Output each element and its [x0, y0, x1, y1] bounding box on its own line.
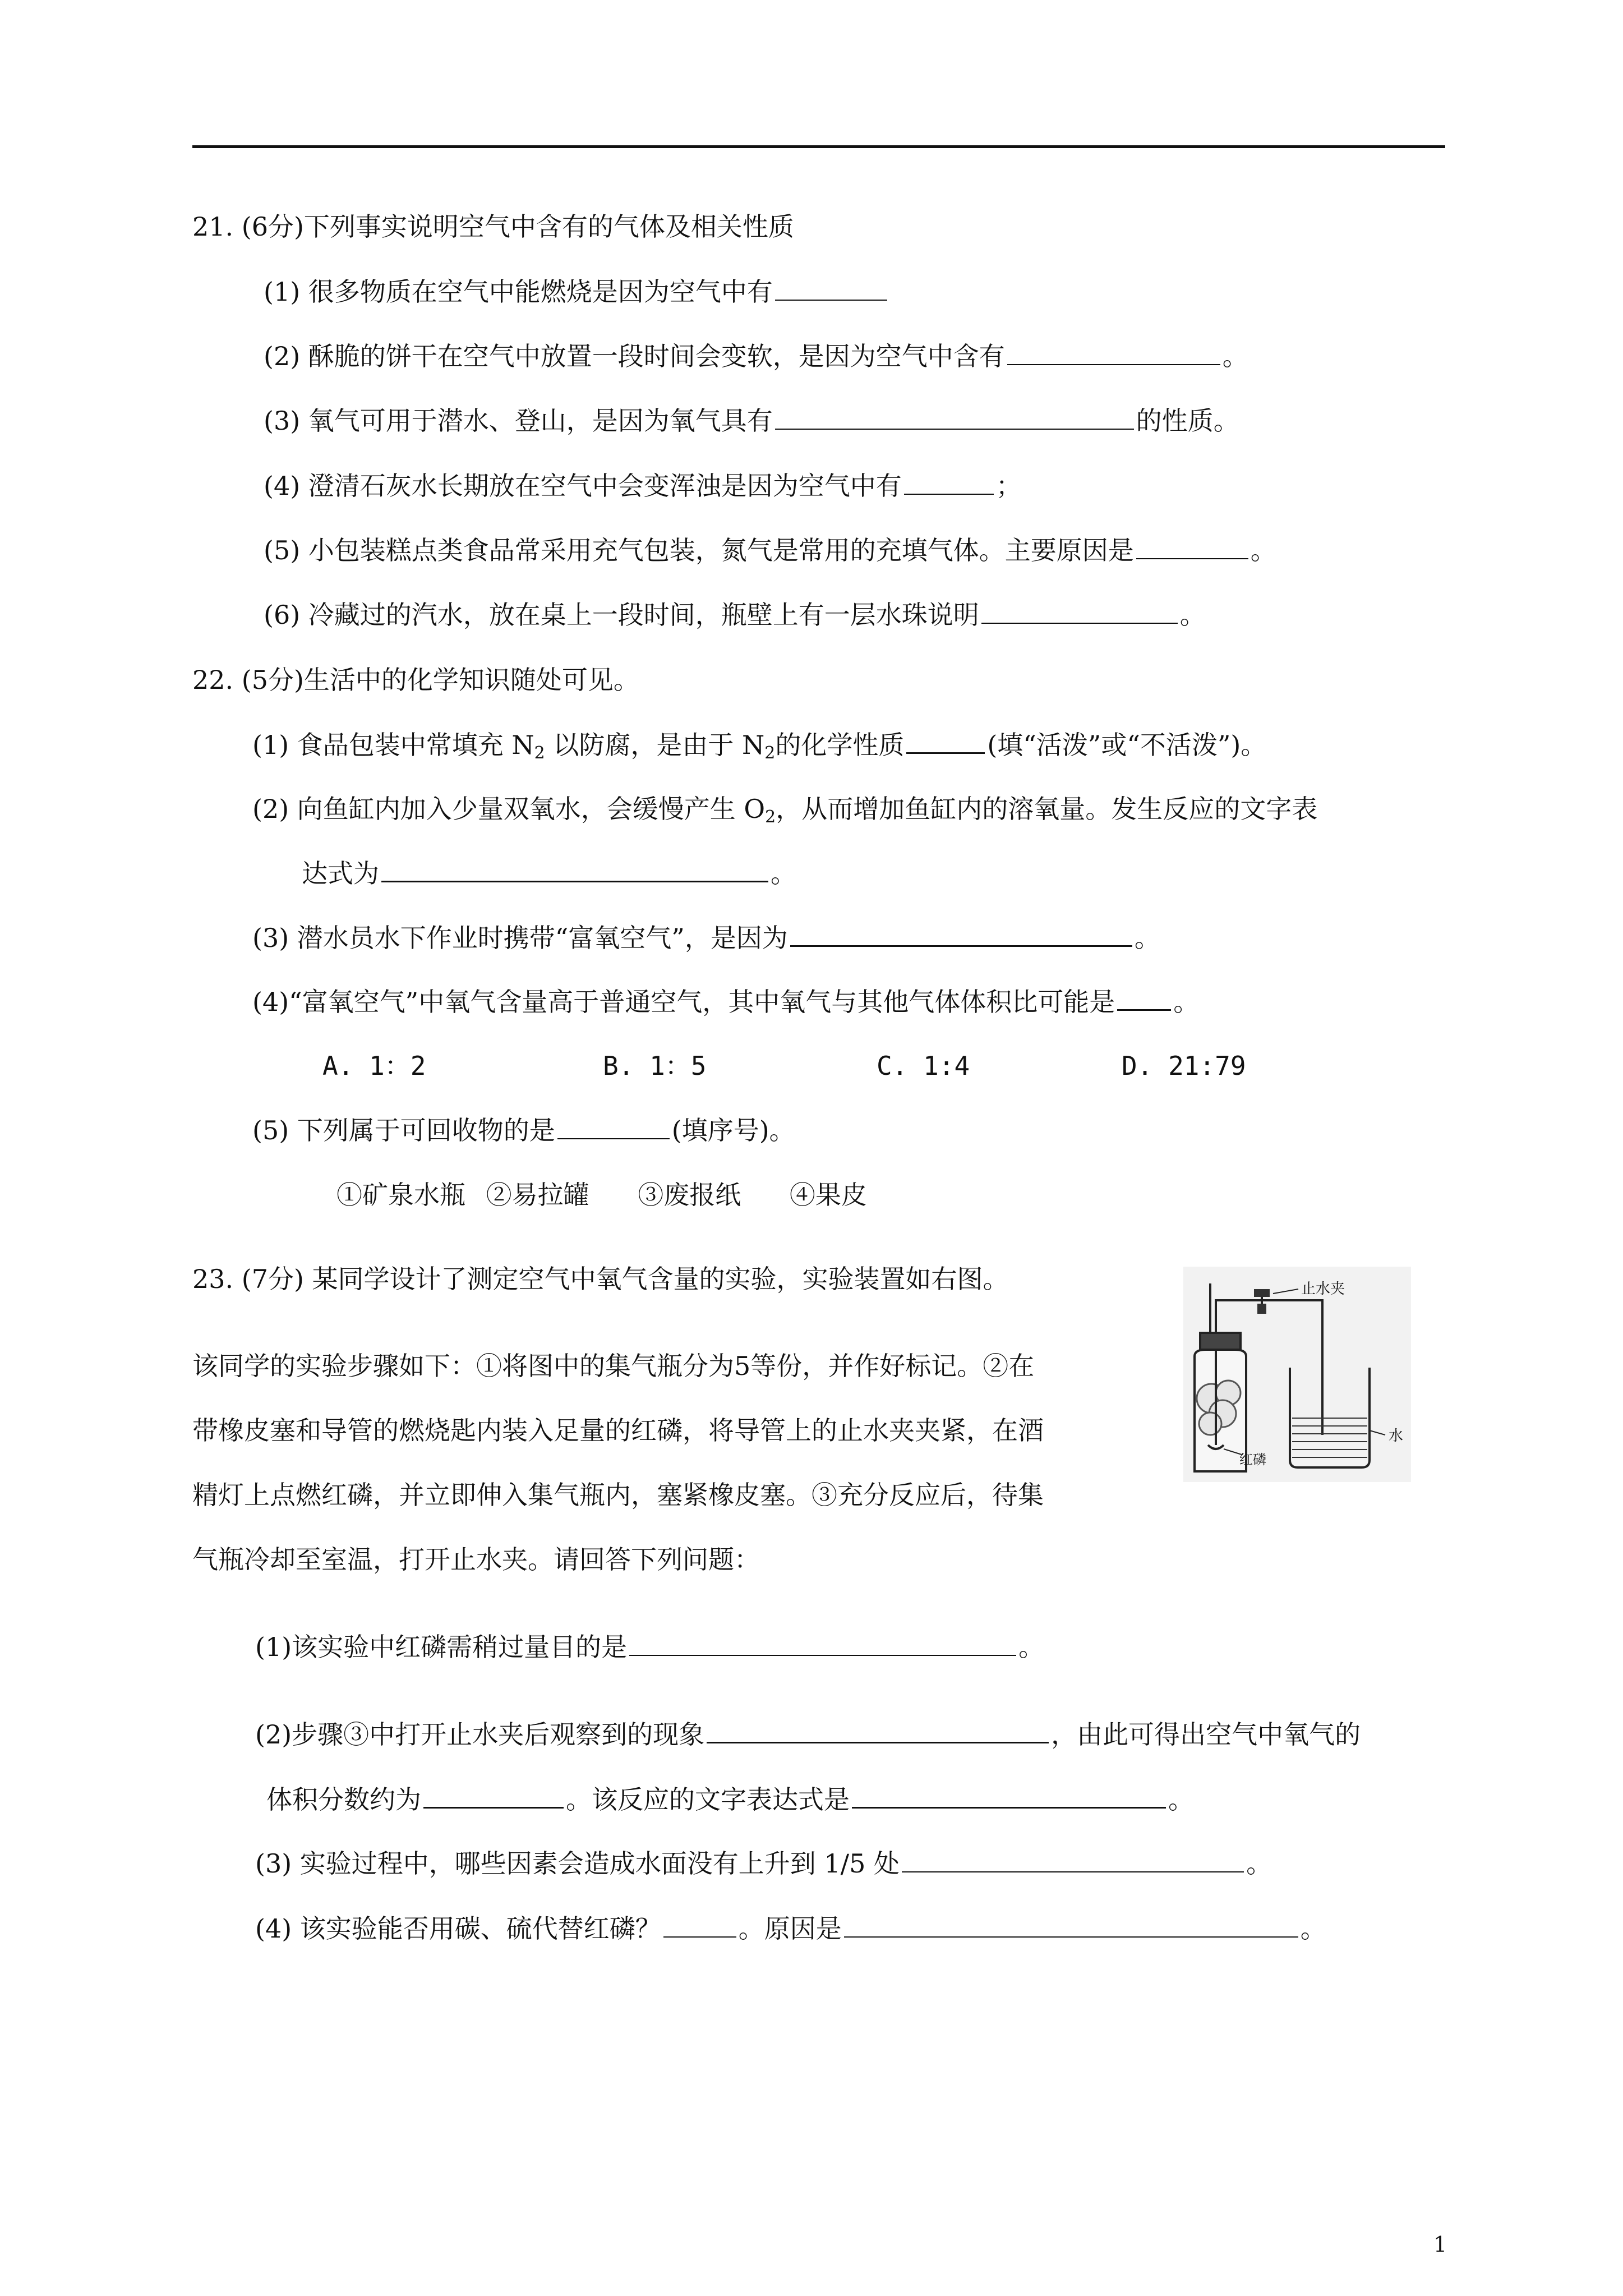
q23-para-line-2: 带橡皮塞和导管的燃烧匙内装入足量的红磷，将导管上的止水夹夹紧，在酒 — [192, 1415, 1044, 1446]
answer-blank[interactable] — [423, 1784, 564, 1809]
answer-blank[interactable] — [1136, 536, 1248, 559]
answer-blank[interactable] — [775, 277, 887, 301]
phosphorus-label: 红磷 — [1239, 1452, 1266, 1467]
answer-blank[interactable] — [629, 1632, 1016, 1656]
q22-option-d[interactable]: D. 21:79 — [1122, 1051, 1246, 1081]
choice-2[interactable]: ②易拉罐 — [486, 1180, 589, 1210]
choice-1[interactable]: ①矿泉水瓶 — [336, 1180, 465, 1210]
choice-3[interactable]: ③废报纸 — [638, 1180, 741, 1210]
answer-blank[interactable] — [790, 923, 1132, 947]
answer-blank[interactable] — [852, 1784, 1166, 1809]
q22-item-2: (2) 向鱼缸内加入少量双氧水，会缓慢产生 $O_2$，从而增加鱼缸内的溶氧量。发生反应的文字表 — [252, 794, 1318, 827]
q23-para-line-4: 气瓶冷却至室温，打开止水夹。请回答下列问题： — [192, 1544, 760, 1575]
q21-item-1: (1) 很多物质在空气中能燃烧是因为空气中有 — [264, 275, 889, 309]
answer-blank[interactable] — [557, 1116, 670, 1139]
answer-blank[interactable] — [381, 858, 768, 882]
q22-item-5-choices — [336, 1178, 867, 1212]
q21-item-6: (6) 冷藏过的汽水，放在桌上一段时间，瓶壁上有一层水珠说明 。 — [264, 600, 1206, 630]
q23-para-line-1: 该同学的实验步骤如下：①将图中的集气瓶分为5等份，并作好标记。②在 — [192, 1351, 1035, 1381]
answer-blank[interactable] — [1117, 987, 1171, 1011]
q23-item-3: (3) 实验过程中，哪些因素会造成水面没有上升到 1/5 处 。 — [255, 1848, 1272, 1879]
header-rule — [192, 145, 1445, 148]
answer-blank[interactable] — [1007, 342, 1220, 365]
q21-item-5: (5) 小包装糕点类食品常采用充气包装，氮气是常用的充填气体。主要原因是 。 — [264, 535, 1276, 565]
q22-option-a[interactable]: A. 1：2 — [322, 1051, 426, 1081]
q22-item-5: (5) 下列属于可回收物的是 (填序号)。 — [252, 1115, 795, 1145]
q23-item-4: (4) 该实验能否用碳、硫代替红磷？ 。原因是 。 — [255, 1913, 1326, 1944]
q23-item-2-cont: 体积分数约为 。该反应的文字表达式是 。 — [266, 1784, 1194, 1815]
q21-item-4: (4) 澄清石灰水长期放在空气中会变浑浊是因为空气中有 ； — [264, 471, 1022, 501]
q22-item-1: (1) 食品包装中常填充 $N_2$ 以防腐，是由于 $N_2$的化学性质 (填“活泼”或“不活泼”)。 — [252, 730, 1267, 763]
answer-blank[interactable] — [707, 1719, 1049, 1743]
q22-option-b[interactable]: B. 1：5 — [603, 1051, 707, 1081]
answer-blank[interactable] — [904, 471, 994, 495]
answer-blank[interactable] — [775, 406, 1134, 430]
answer-blank[interactable] — [844, 1914, 1298, 1938]
q21-heading: 21. (6分)下列事实说明空气中含有的气体及相关性质 — [192, 211, 794, 242]
water-label: 水 — [1389, 1427, 1404, 1444]
q23-heading: 23. (7分) 某同学设计了测定空气中氧气含量的实验，实验装置如右图。 — [192, 1264, 1009, 1294]
answer-blank[interactable] — [981, 600, 1178, 624]
q22-heading: 22. (5分)生活中的化学知识随处可见。 — [192, 665, 639, 695]
page-number: 1 — [1433, 2232, 1447, 2257]
q22-item-2-cont: 达式为 。 — [302, 858, 796, 889]
q22-item-3: (3) 潜水员水下作业时携带“富氧空气”，是因为 。 — [252, 923, 1160, 953]
q21-item-3: (3) 氧气可用于潜水、登山，是因为氧气具有 的性质。 — [264, 406, 1239, 436]
q21-item-2: (2) 酥脆的饼干在空气中放置一段时间会变软，是因为空气中含有 。 — [264, 341, 1248, 371]
apparatus-figure — [1183, 1267, 1411, 1482]
answer-blank[interactable] — [663, 1914, 736, 1938]
choice-4[interactable]: ④果皮 — [789, 1180, 867, 1210]
q22-option-c[interactable]: C. 1:4 — [877, 1051, 970, 1081]
answer-blank[interactable] — [906, 730, 985, 754]
clamp-label: 止水夹 — [1301, 1280, 1345, 1297]
q22-item-4: (4)“富氧空气”中氧气含量高于普通空气，其中氧气与其他气体体积比可能是 。 — [252, 987, 1200, 1017]
answer-blank[interactable] — [902, 1849, 1244, 1872]
q23-item-2: (2)步骤③中打开止水夹后观察到的现象 ，由此可得出空气中氧气的 — [255, 1719, 1361, 1750]
q23-para-line-3: 精灯上点燃红磷，并立即伸入集气瓶内，塞紧橡皮塞。③充分反应后，待集 — [192, 1480, 1044, 1510]
q23-item-1: (1)该实验中红磷需稍过量目的是 。 — [255, 1632, 1045, 1662]
